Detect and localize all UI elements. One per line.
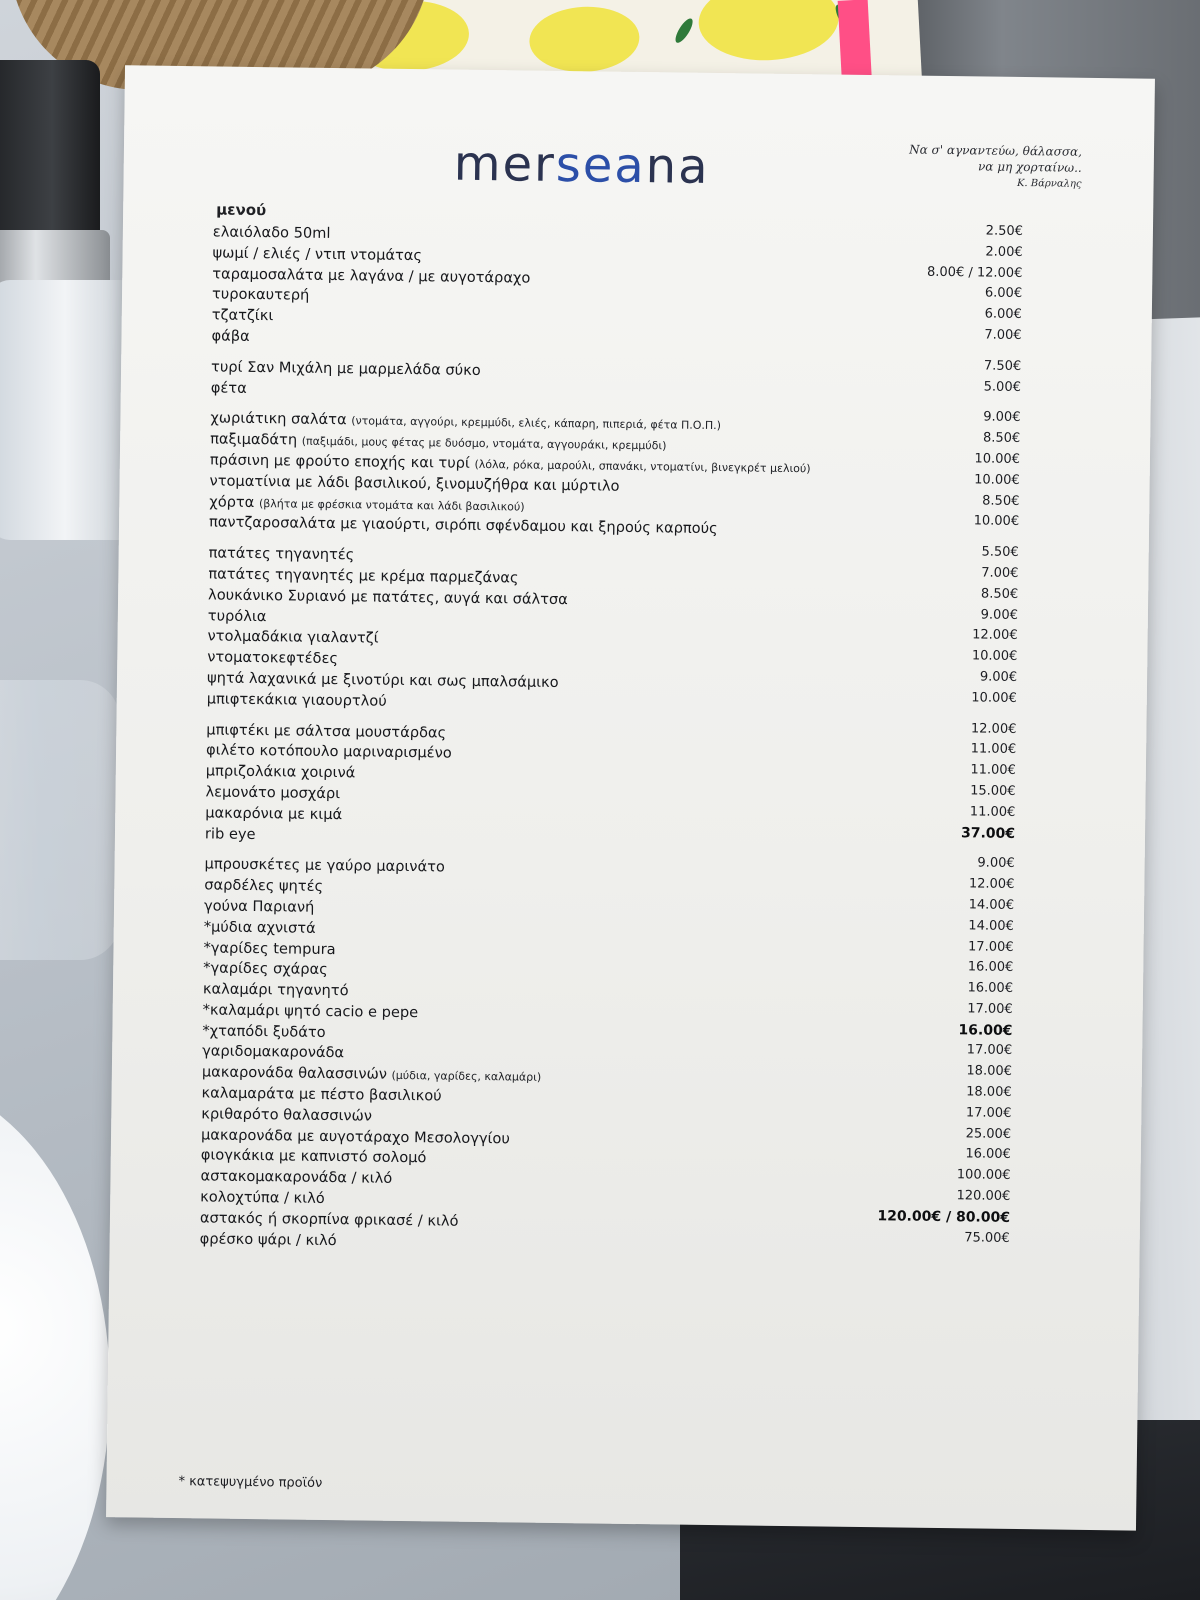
menu-section bbox=[200, 855, 1055, 1261]
menu-item-price: 14.00€ bbox=[968, 918, 1014, 934]
menu-item-price: 9.00€ bbox=[980, 607, 1019, 623]
menu-item-title: κολοχτύπα / κιλό bbox=[200, 1188, 325, 1208]
menu-item-price: 2.00€ bbox=[985, 244, 1023, 260]
menu-section bbox=[205, 720, 1057, 856]
menu-item-price: 18.00€ bbox=[966, 1084, 1012, 1101]
menu-item-price: 9.00€ bbox=[977, 855, 1015, 872]
menu-item-name bbox=[201, 1146, 427, 1169]
poem-quote bbox=[851, 141, 1082, 192]
menu-item-name bbox=[203, 1000, 419, 1023]
menu-item-title: μπριζολάκια χοιρινά bbox=[205, 762, 356, 782]
menu-item-name bbox=[212, 285, 310, 306]
menu-item-price: 9.00€ bbox=[983, 409, 1021, 426]
menu-item-price: 12.00€ bbox=[968, 876, 1015, 893]
menu-item-name bbox=[200, 1229, 337, 1251]
menu-item-price: 17.00€ bbox=[965, 1105, 1012, 1121]
menu-item-price: 16.00€ bbox=[967, 959, 1014, 976]
menu-item-title: μπιφτέκι με σάλτσα μουστάρδας bbox=[206, 720, 447, 742]
water-glass bbox=[0, 680, 120, 960]
menu-item-title: μπιφτεκάκια γιαουρτλού bbox=[206, 690, 387, 710]
menu-item-name bbox=[204, 896, 315, 917]
menu-item-title: καλαμαράτα με πέστο βασιλικού bbox=[201, 1084, 442, 1105]
menu-item-price: 10.00€ bbox=[974, 451, 1021, 467]
menu-item-price: 8.00€ / 12.00€ bbox=[926, 264, 1023, 281]
menu-item-price: 100.00€ bbox=[956, 1167, 1011, 1184]
menu-item-price: 16.00€ bbox=[965, 1146, 1011, 1163]
menu-item-price: 12.00€ bbox=[970, 720, 1017, 737]
menu-item-detail: (ντομάτα, αγγούρι, κρεμμύδι, ελιές, κάπαρη, πιπεριά, φέτα Π.Ο.Π.) bbox=[351, 414, 722, 433]
menu-item-price: 10.00€ bbox=[971, 648, 1018, 665]
menu-item-title: ελαιόλαδο 50ml bbox=[212, 223, 331, 242]
menu-item-title: αστακομακαρονάδα / κιλό bbox=[200, 1167, 393, 1188]
menu-item-detail: (παξιμάδι, μους φέτας με δυόσμο, ντομάτα, αγγουράκι, κρεμμύδι) bbox=[301, 434, 667, 453]
menu-item-name bbox=[205, 782, 340, 804]
menu-item-title: μπρουσκέτες με γαύρο μαρινάτο bbox=[204, 855, 445, 876]
menu-title: μενού bbox=[216, 200, 267, 220]
menu-item-title: γούνα Παριανή bbox=[203, 897, 315, 916]
menu-item-title: *μύδια αχνιστά bbox=[203, 918, 316, 937]
menu-item-price: 10.00€ bbox=[974, 472, 1020, 488]
menu-item-title: ταραμοσαλάτα με λαγάνα / με αυγοτάραχο bbox=[212, 265, 531, 287]
menu-item-title: λεμονάτο μοσχάρι bbox=[205, 783, 341, 803]
menu-item-price: 8.50€ bbox=[982, 430, 1021, 447]
menu-item-price: 16.00€ bbox=[958, 1021, 1013, 1039]
menu-item-title: ντολμαδάκια γιαλαντζί bbox=[207, 627, 379, 647]
menu-item-name bbox=[205, 803, 342, 825]
menu-item-name bbox=[204, 875, 323, 897]
menu-item-price: 8.50€ bbox=[980, 586, 1019, 602]
menu-item-price: 37.00€ bbox=[960, 824, 1016, 842]
menu-item-price: 6.00€ bbox=[984, 285, 1023, 302]
menu-item-price: 25.00€ bbox=[965, 1126, 1012, 1142]
menu-item-name bbox=[211, 378, 247, 398]
menu-item-title: ντοματίνια με λάδι βασιλικού, ξινομυζήθρα και μύρτιλο bbox=[209, 472, 620, 495]
menu-item-title: λουκάνικο Συριανό με πατάτες, αυγά και σάλτσα bbox=[208, 586, 568, 608]
menu-item-price: 15.00€ bbox=[970, 783, 1016, 799]
menu-item-title: φιλέτο κοτόπουλο μαριναρισμένο bbox=[205, 741, 452, 762]
menu-item-name bbox=[209, 544, 355, 566]
menu-item-name bbox=[208, 606, 267, 627]
menu-list bbox=[199, 222, 1063, 1270]
menu-item-name bbox=[206, 762, 356, 784]
menu-item-title: τζατζίκι bbox=[211, 306, 274, 325]
menu-item-title: μακαρόνια με κιμά bbox=[205, 804, 343, 823]
menu-item-name bbox=[200, 1187, 325, 1209]
menu-item-name bbox=[212, 243, 422, 266]
menu-item-name bbox=[202, 1021, 325, 1043]
menu-item-title: αστακός ή σκορπίνα φρικασέ / κιλό bbox=[199, 1209, 459, 1230]
menu-item-price: 17.00€ bbox=[966, 1042, 1013, 1059]
menu-section bbox=[209, 409, 1061, 545]
menu-item-price: 5.50€ bbox=[981, 544, 1019, 561]
menu-item-title: χωριάτικη σαλάτα bbox=[210, 409, 347, 429]
menu-item-title: ψητά λαχανικά με ξινοτύρι και σως μπαλσάμικο bbox=[206, 669, 559, 691]
menu-item-name bbox=[201, 1104, 372, 1126]
menu-section bbox=[207, 544, 1059, 721]
menu-item-title: φρέσκο ψάρι / κιλό bbox=[199, 1229, 337, 1249]
menu-item-price: 18.00€ bbox=[966, 1063, 1013, 1080]
menu-item-title: πατάτες τηγανητές με κρέμα παρμεζάνας bbox=[208, 565, 519, 587]
menu-item-name bbox=[203, 938, 335, 960]
menu-item-name bbox=[203, 959, 328, 981]
menu-paper bbox=[106, 65, 1155, 1530]
quote-line-2: να μη χορταίνω.. bbox=[977, 159, 1082, 175]
menu-item-price: 6.00€ bbox=[984, 306, 1022, 323]
menu-item-title: μακαρονάδα με αυγοτάραχο Μεσολογγίου bbox=[200, 1126, 510, 1148]
menu-item-title: πατάτες τηγανητές bbox=[208, 544, 355, 564]
menu-item-title: πράσινη με φρούτο εποχής και τυρί bbox=[209, 451, 471, 472]
menu-item-detail: (λόλα, ρόκα, μαρούλι, σπανάκι, ντοματίνι, βινεγκρέτ μελιού) bbox=[474, 457, 811, 476]
quote-author: Κ. Βάρναλης bbox=[1016, 177, 1082, 190]
menu-item-price: 8.50€ bbox=[982, 493, 1020, 509]
menu-item-title: καλαμάρι τηγανητό bbox=[202, 980, 349, 1000]
menu-item-title: rib eye bbox=[204, 824, 256, 843]
menu-item-price: 9.00€ bbox=[979, 669, 1018, 685]
menu-item-price: 11.00€ bbox=[970, 741, 1017, 758]
menu-item-title: τυρόλια bbox=[207, 606, 267, 625]
menu-section bbox=[211, 357, 1061, 410]
menu-item-title: φιογκάκια με καπνιστό σολομό bbox=[200, 1146, 427, 1167]
menu-item-name bbox=[201, 1083, 441, 1106]
menu-item-title: *γαρίδες tempura bbox=[203, 938, 336, 958]
menu-item-name bbox=[207, 648, 338, 670]
menu-item-title: παντζαροσαλάτα με γιαούρτι, σιρόπι σφένδαμου και ξηρούς καρπούς bbox=[208, 513, 718, 538]
menu-item-price: 17.00€ bbox=[967, 1001, 1013, 1017]
menu-item-price: 10.00€ bbox=[971, 690, 1017, 706]
menu-item-title: ψωμί / ελιές / ντιπ ντομάτας bbox=[212, 244, 423, 264]
menu-item-price: 16.00€ bbox=[967, 980, 1014, 997]
menu-item-title: παξιμαδάτη bbox=[210, 430, 298, 449]
menu-item-price: 17.00€ bbox=[967, 938, 1014, 955]
menu-item-price: 7.00€ bbox=[984, 327, 1022, 344]
menu-item-title: γαριδομακαρονάδα bbox=[202, 1042, 345, 1062]
menu-item-name bbox=[207, 627, 378, 649]
menu-item-name bbox=[204, 855, 445, 878]
menu-item-price: 12.00€ bbox=[972, 627, 1018, 644]
merseana-logo: merseana bbox=[453, 135, 710, 195]
menu-item-title: μακαρονάδα θαλασσινών bbox=[201, 1063, 388, 1084]
menu-item-price: 120.00€ / 80.00€ bbox=[877, 1208, 1011, 1226]
frozen-product-footnote: * κατεψυγμένο προϊόν bbox=[178, 1474, 323, 1491]
menu-item-title: σαρδέλες ψητές bbox=[204, 876, 324, 896]
menu-item-price: 120.00€ bbox=[956, 1188, 1011, 1205]
menu-item-name bbox=[206, 741, 452, 764]
menu-item-price: 11.00€ bbox=[970, 762, 1016, 779]
menu-item-title: ντοματοκεφτέδες bbox=[207, 648, 339, 668]
menu-item-price: 14.00€ bbox=[968, 897, 1015, 913]
menu-item-title: χόρτα bbox=[209, 492, 255, 511]
menu-item-price: 75.00€ bbox=[964, 1230, 1010, 1246]
menu-item-name bbox=[204, 917, 316, 938]
menu-item-detail: (μύδια, γαρίδες, καλαμάρι) bbox=[391, 1069, 542, 1085]
menu-item-price: 7.00€ bbox=[981, 565, 1019, 581]
menu-item-name bbox=[213, 222, 331, 244]
menu-item-name bbox=[202, 1042, 344, 1064]
menu-item-price: 2.50€ bbox=[985, 223, 1024, 240]
menu-item-title: τυρί Σαν Μιχάλη με μαρμελάδα σύκο bbox=[210, 358, 481, 379]
menu-item-title: *γαρίδες σχάρας bbox=[203, 959, 328, 979]
menu-item-name bbox=[205, 824, 256, 845]
menu-item-name bbox=[200, 1208, 459, 1231]
menu-item-title: *χταπόδι ξυδάτο bbox=[202, 1022, 326, 1041]
menu-item-title: φάβα bbox=[211, 327, 250, 345]
menu-item-name bbox=[203, 979, 349, 1001]
menu-item-name bbox=[211, 357, 481, 381]
menu-item-title: *καλαμάρι ψητό cacio e pepe bbox=[202, 1001, 419, 1022]
menu-item-title: κριθαρότο θαλασσινών bbox=[201, 1105, 373, 1125]
menu-item-name bbox=[200, 1167, 392, 1190]
menu-section bbox=[211, 222, 1063, 358]
quote-line-1: Να σ' αγναντεύω, θάλασσα, bbox=[909, 142, 1083, 159]
menu-item-name bbox=[211, 326, 249, 346]
menu-item-price: 7.50€ bbox=[983, 358, 1022, 374]
menu-item-price: 5.00€ bbox=[983, 379, 1022, 395]
menu-item-name bbox=[207, 689, 387, 711]
menu-item-price: 11.00€ bbox=[969, 804, 1016, 820]
menu-item-name bbox=[206, 720, 446, 743]
menu-item-title: φέτα bbox=[210, 378, 247, 397]
menu-item-name bbox=[212, 306, 274, 327]
menu-item-detail: (βλήτα με φρέσκια ντομάτα και λάδι βασιλικού) bbox=[258, 496, 525, 514]
menu-item-title: τυροκαυτερή bbox=[211, 285, 310, 305]
menu-item-price: 10.00€ bbox=[973, 513, 1020, 530]
